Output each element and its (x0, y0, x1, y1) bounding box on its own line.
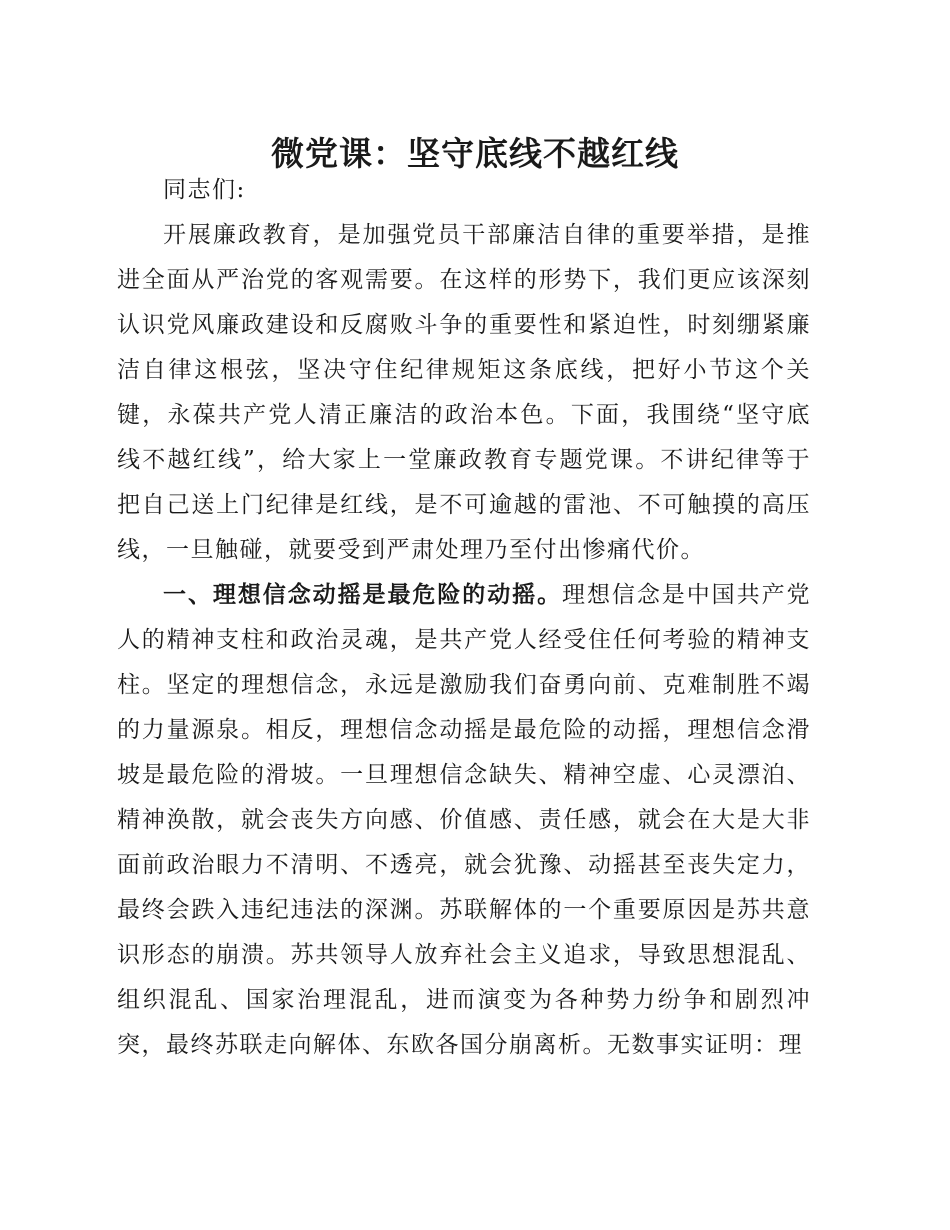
section-1-heading: 一、理想信念动摇是最危险的动摇。 (163, 582, 563, 608)
paragraph-section-1 (117, 573, 811, 1068)
section-1-text: 理想信念是中国共产党人的精神支柱和政治灵魂，是共产党人经受住任何考验的精神支柱。坚定的理想信念，永远是激励我们奋勇向前、克难制胜不竭的力量源泉。相反，理想信念动摇是最危险的动摇，理想信念滑坡是最危险的滑坡。一旦理想信念缺失、精神空虚、心灵漂泊、精神涣散，就会丧失方向感、价值感、责任感，就会在大是大非面前政治眼力不清明、不透亮，就会犹豫、动摇甚至丧失定力，最终会跌入违纪违法的深渊。苏联解体的一个重要原因是苏共意识形态的崩溃。苏共领导人放弃社会主义追求，导致思想混乱、组织混乱、国家治理混乱，进而演变为各种势力纷争和剧烈冲突，最终苏联走向解体、东欧各国分崩离析。无数事实证明：理 (117, 582, 812, 1058)
salutation: 同志们: (163, 177, 246, 203)
document-body (117, 168, 811, 1068)
paragraph-intro: 开展廉政教育，是加强党员干部廉洁自律的重要举措，是推进全面从严治党的客观需要。在这样的形势下，我们更应该深刻认识党风廉政建设和反腐败斗争的重要性和紧迫性，时刻绷紧廉洁自律这根弦，坚决守住纪律规矩这条底线，把好小节这个关键，永葆共产党人清正廉洁的政治本色。下面，我围绕“坚守底线不越红线”，给大家上一堂廉政教育专题党课。不讲纪律等于把自己送上门纪律是红线，是不可逾越的雷池、不可触摸的高压线，一旦触碰，就要受到严肃处理乃至付出惨痛代价。 (117, 222, 811, 563)
document-title: 微党课：坚守底线不越红线 (271, 134, 679, 173)
